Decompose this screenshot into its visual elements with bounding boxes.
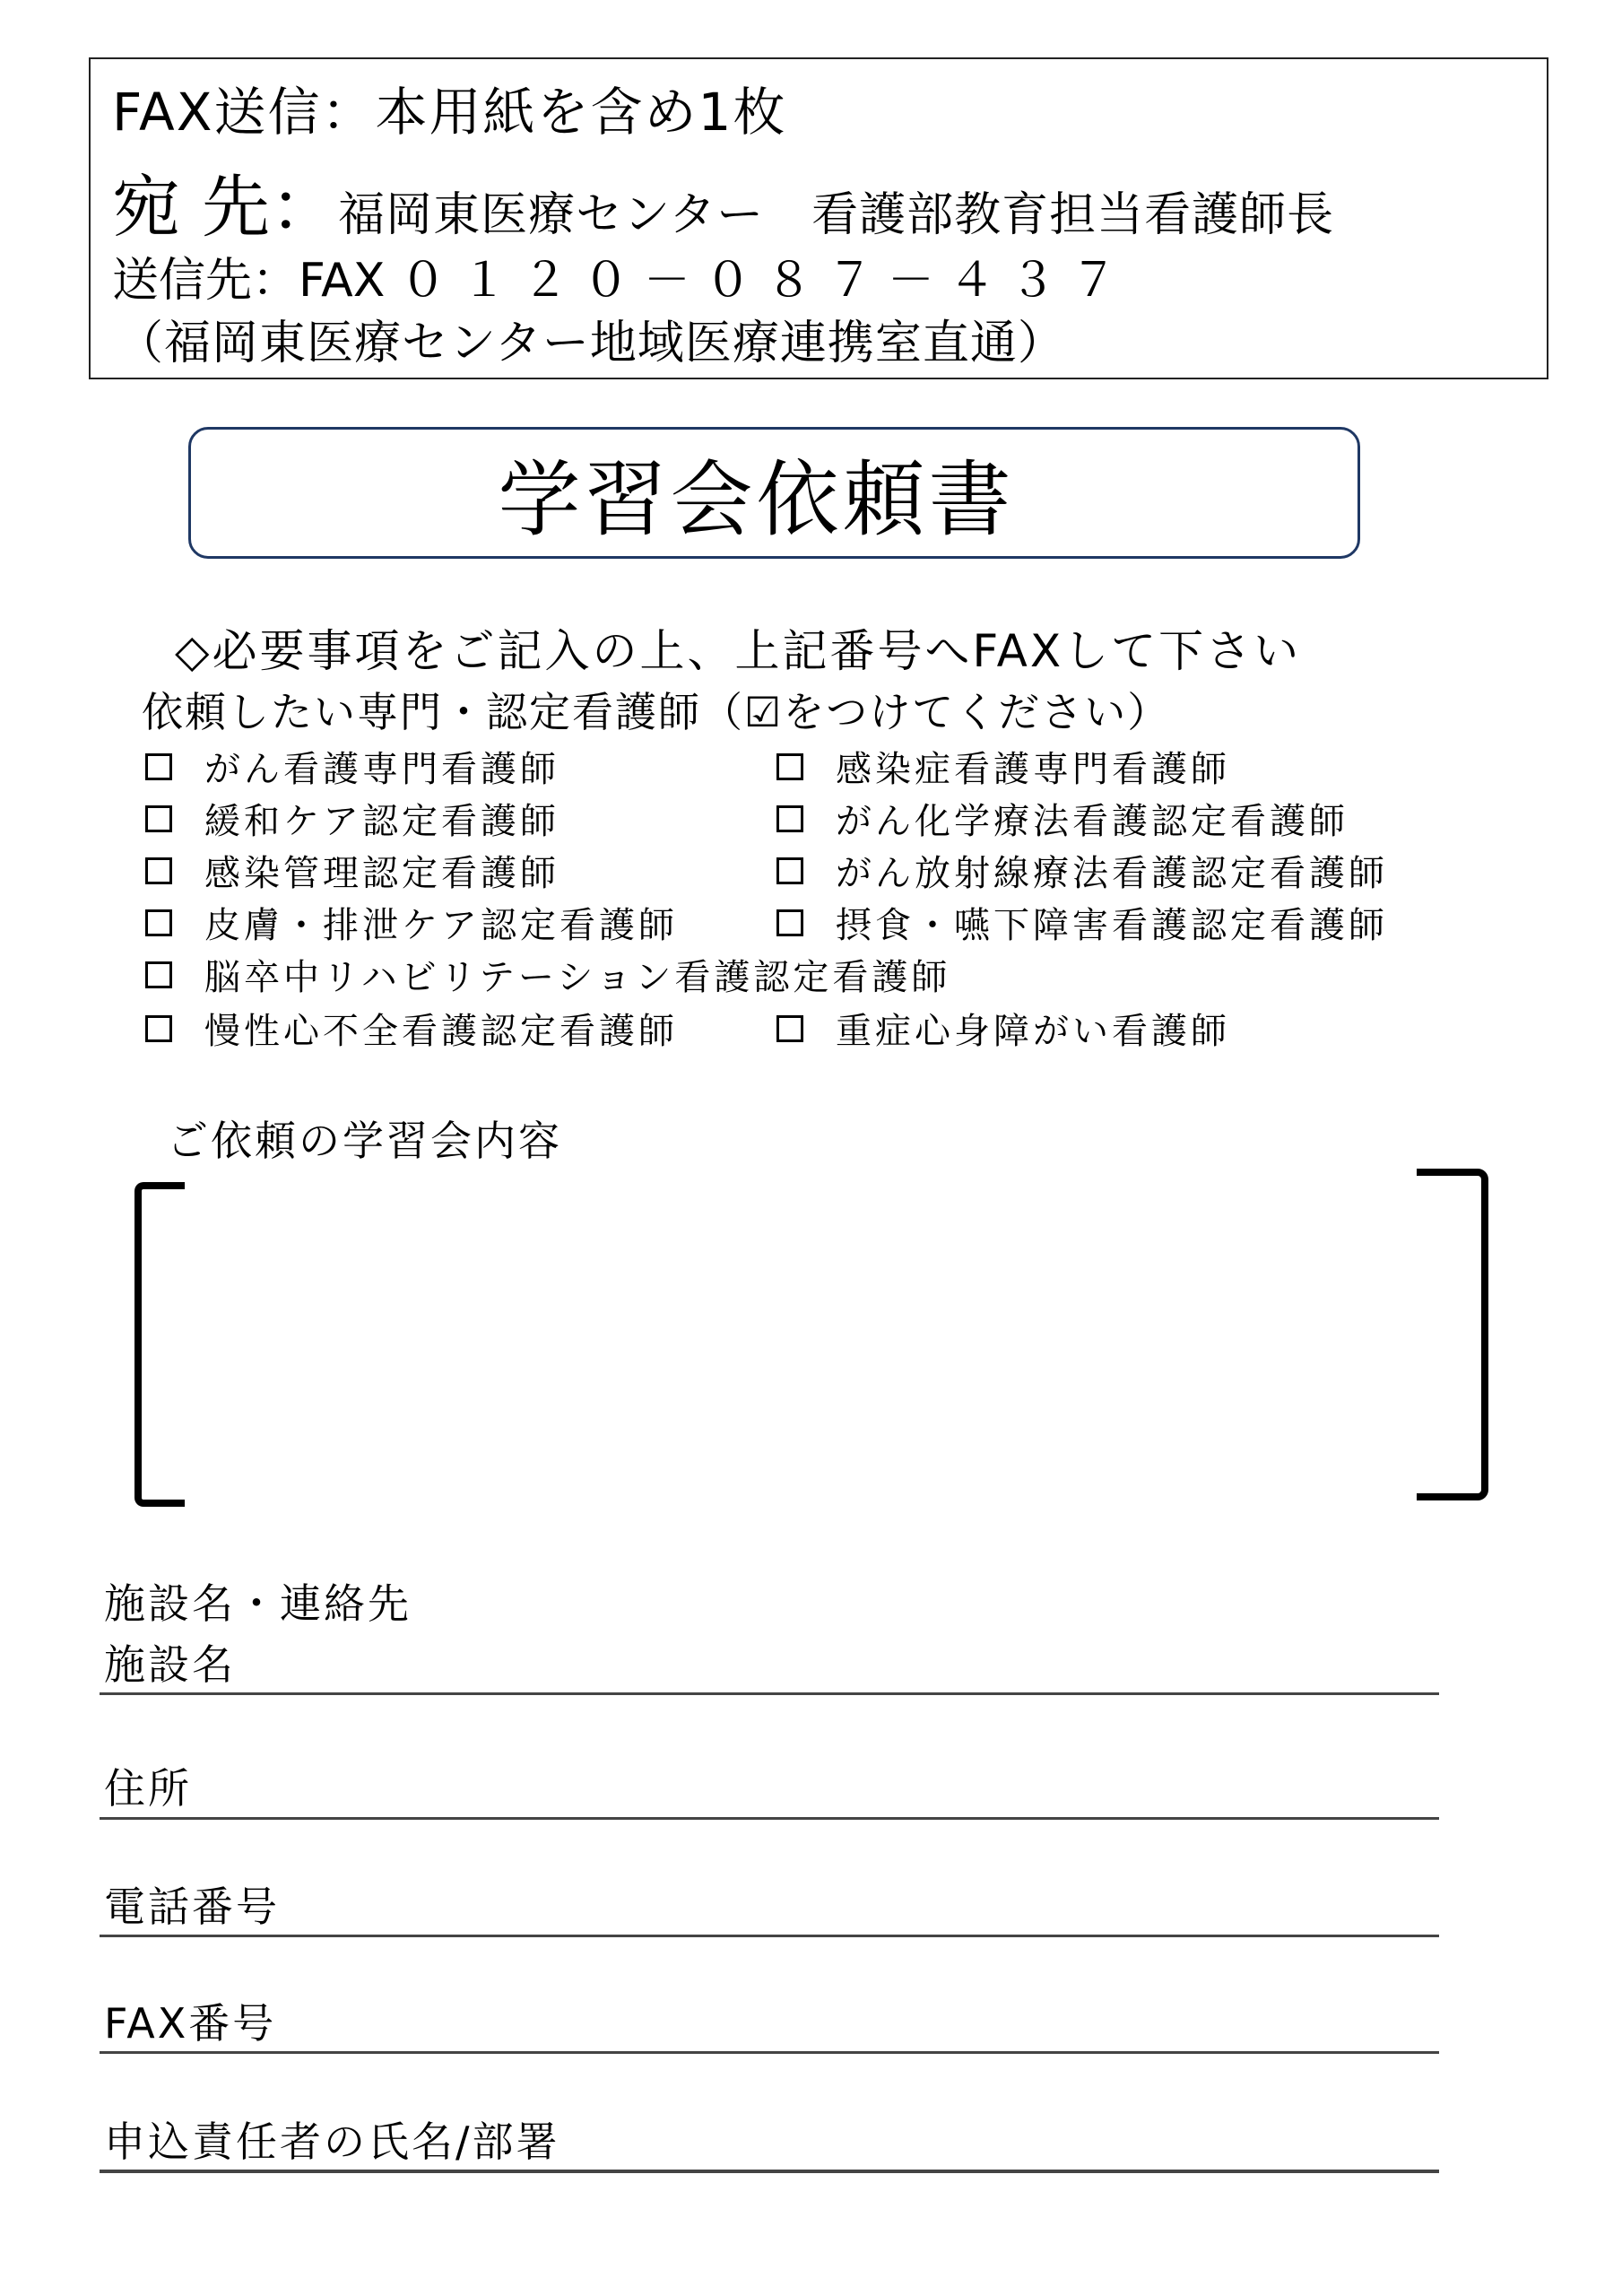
checklist-item-heart-failure[interactable] bbox=[145, 1003, 678, 1054]
checkbox[interactable] bbox=[776, 805, 803, 832]
checklist-label: 緩和ケア認定看護師 bbox=[204, 801, 559, 842]
field-label-applicant: 申込責任者の氏名/部署 bbox=[104, 2118, 560, 2166]
nurse-select-instruction: 依頼したい専門・認定看護師（☑をつけてください） bbox=[142, 688, 1171, 736]
title-box bbox=[188, 427, 1360, 559]
checkbox[interactable] bbox=[776, 909, 803, 936]
addressee-separator: ： bbox=[270, 167, 339, 247]
fax-page-count: FAX送信：本用紙を含め1枚 bbox=[112, 82, 787, 143]
send-to-note: （福岡東医療センター地域医療連携室直通） bbox=[117, 317, 1065, 370]
checklist-label: 摂食・嚥下障害看護認定看護師 bbox=[836, 905, 1388, 946]
checkbox[interactable] bbox=[145, 753, 172, 780]
addressee-line bbox=[112, 152, 1334, 250]
field-label-facility-name: 施設名 bbox=[104, 1640, 236, 1689]
checkbox[interactable] bbox=[145, 805, 172, 832]
checklist-label: 皮膚・排泄ケア認定看護師 bbox=[204, 905, 678, 946]
checklist-item-radiation-therapy[interactable] bbox=[776, 845, 1388, 896]
checklist-label: 感染管理認定看護師 bbox=[204, 853, 559, 894]
checklist-label: がん放射線療法看護認定看護師 bbox=[836, 853, 1388, 894]
field-label-address: 住所 bbox=[104, 1764, 192, 1813]
field-line-address[interactable] bbox=[100, 1817, 1439, 1820]
field-line-applicant[interactable] bbox=[100, 2170, 1439, 2173]
checklist-item-cancer-cns[interactable] bbox=[145, 741, 559, 792]
page-title: 学習会依頼書 bbox=[498, 451, 1015, 548]
field-line-fax[interactable] bbox=[100, 2051, 1439, 2054]
checklist-label: 脳卒中リハビリテーション看護認定看護師 bbox=[204, 957, 951, 998]
checklist-item-wound-ostomy[interactable] bbox=[145, 897, 678, 948]
checkbox[interactable] bbox=[145, 909, 172, 936]
left-bracket bbox=[134, 1182, 185, 1507]
fax-number: ０１２０－０８７－４３７ bbox=[399, 254, 1132, 308]
checklist-label: 慢性心不全看護認定看護師 bbox=[204, 1011, 678, 1052]
content-section-label: ご依頼の学習会内容 bbox=[167, 1117, 562, 1165]
field-label-fax: FAX番号 bbox=[104, 1999, 277, 2048]
checklist-item-infection-control[interactable] bbox=[145, 845, 559, 896]
addressee-label: 宛 先 bbox=[112, 167, 271, 247]
field-line-facility-name[interactable] bbox=[100, 1692, 1439, 1695]
checklist-label: がん化学療法看護認定看護師 bbox=[836, 801, 1349, 842]
field-label-phone: 電話番号 bbox=[104, 1883, 280, 1931]
instruction-text: ◇必要事項をご記入の上、上記番号へFAXして下さい bbox=[175, 625, 1302, 677]
checklist-label: がん看護専門看護師 bbox=[204, 749, 559, 790]
checkbox[interactable] bbox=[145, 857, 172, 884]
checkbox[interactable] bbox=[776, 753, 803, 780]
checkbox[interactable] bbox=[776, 857, 803, 884]
checkbox[interactable] bbox=[145, 961, 172, 988]
send-to-line bbox=[112, 242, 1132, 309]
addressee-value: 福岡東医療センター 看護部教育担当看護師長 bbox=[338, 188, 1335, 242]
right-bracket bbox=[1417, 1169, 1488, 1500]
checklist-label: 重症心身障がい看護師 bbox=[836, 1011, 1230, 1052]
contact-heading: 施設名・連絡先 bbox=[104, 1579, 412, 1628]
checkbox[interactable] bbox=[776, 1015, 803, 1042]
checklist-item-chemotherapy[interactable] bbox=[776, 793, 1349, 844]
checklist-item-stroke-rehab[interactable] bbox=[145, 949, 950, 1000]
field-line-phone[interactable] bbox=[100, 1935, 1439, 1937]
send-to-label: 送信先：FAX bbox=[112, 254, 386, 308]
checkbox[interactable] bbox=[145, 1015, 172, 1042]
checklist-label: 感染症看護専門看護師 bbox=[836, 749, 1230, 790]
checklist-item-palliative-care[interactable] bbox=[145, 793, 559, 844]
content-input-area[interactable] bbox=[197, 1182, 1408, 1505]
checklist-item-infection-cns[interactable] bbox=[776, 741, 1230, 792]
checklist-item-severe-disability[interactable] bbox=[776, 1003, 1230, 1054]
checklist-item-dysphagia[interactable] bbox=[776, 897, 1388, 948]
